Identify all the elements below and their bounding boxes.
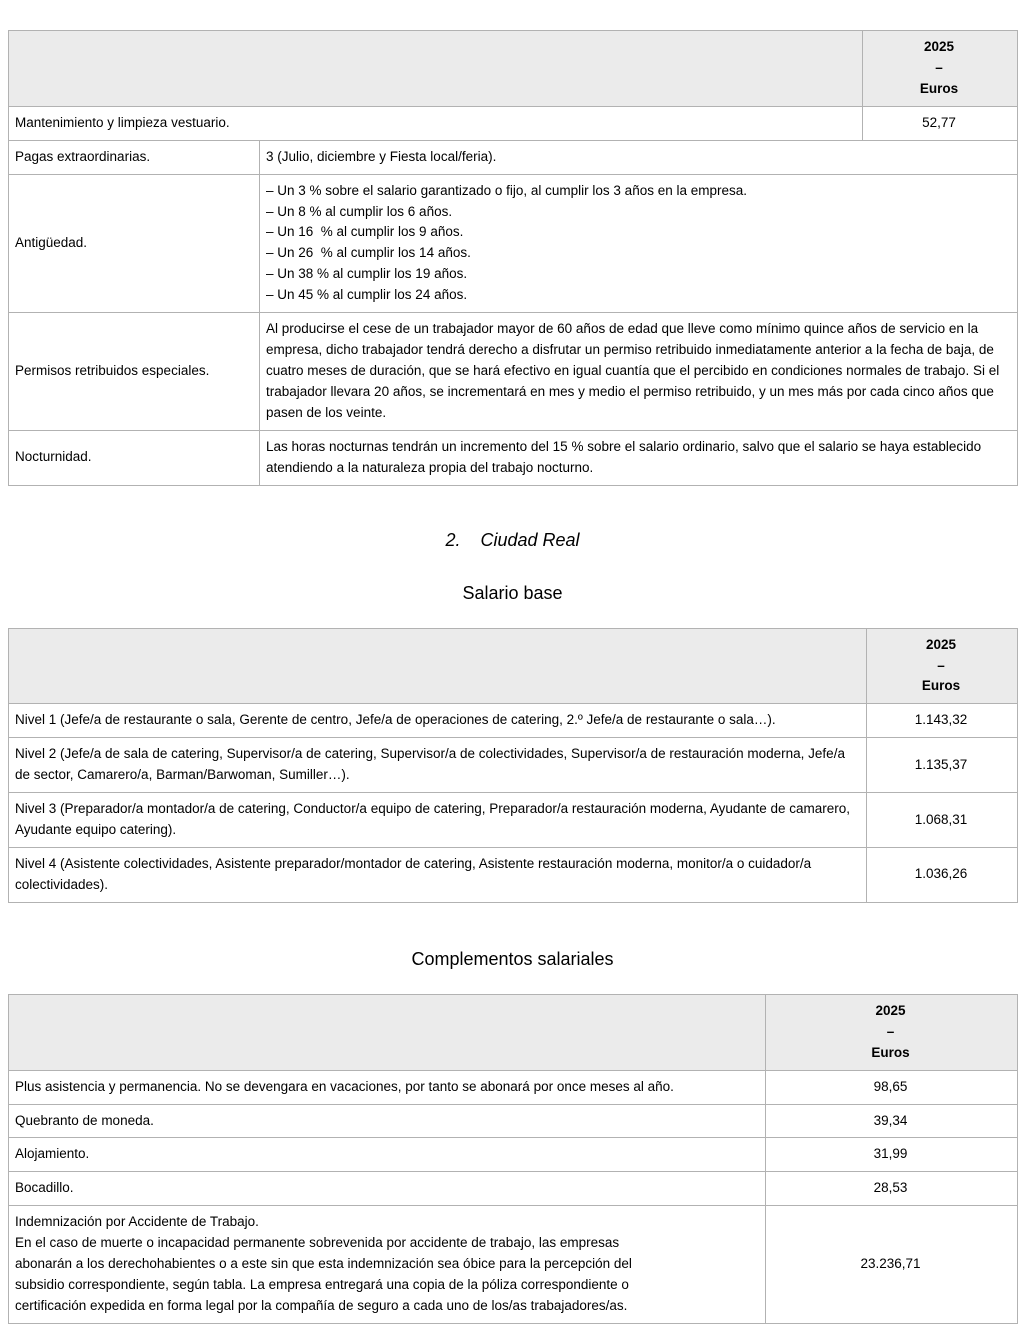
table-header-row — [9, 628, 1018, 704]
table-row — [9, 704, 1018, 738]
table-row — [9, 1172, 1018, 1206]
section-heading — [8, 530, 1017, 551]
antiguedad-item: – Un 8 % al cumplir los 6 años. — [266, 203, 453, 219]
row-value-cell: 52,77 — [863, 106, 1018, 140]
table-row — [9, 793, 1018, 848]
table-row — [9, 1104, 1018, 1138]
row-text-cell: Al producirse el cese de un trabajador mayor de 60 años de edad que lleve como mínimo quince años de servicio en la empresa, dicho trabajador tendrá derecho a disfrutar un permiso retribuido inmediatamente anterior a la fecha de baja, de cuatro meses de duración, que se hará efectivo en igual cuantía que el percibido en condiciones normales de trabajo. Si el trabajador llevara 20 años, se incrementará en mes y medio el permiso retribuido, y un mes más por cada cinco años que pasen de los veinte. — [260, 313, 1018, 431]
complementos-salariales-table — [8, 994, 1018, 1324]
header-empty-cell — [9, 994, 766, 1070]
row-text-cell — [260, 174, 1018, 313]
row-label-cell: Alojamiento. — [9, 1138, 766, 1172]
row-label-cell: Nivel 3 (Preparador/a montador/a de catering, Conductor/a equipo de catering, Preparador/a restauración moderna, Ayudante de camarero, Ayudante equipo catering). — [9, 793, 867, 848]
header-unit: Euros — [919, 80, 959, 96]
row-value-cell: 98,65 — [766, 1070, 1018, 1104]
table-row — [9, 313, 1018, 431]
row-label-cell: Quebranto de moneda. — [9, 1104, 766, 1138]
year-euros-header — [766, 994, 1018, 1070]
row-label-cell: Plus asistencia y permanencia. No se devengara en vacaciones, por tanto se abonará por once meses al año. — [9, 1070, 766, 1104]
indemnizacion-line: subsidio correspondiente, según tabla. La empresa entregará una copia de la póliza correspondiente o — [15, 1277, 629, 1293]
header-unit: Euros — [871, 1044, 910, 1060]
table-header-row — [9, 31, 1018, 107]
table-row — [9, 738, 1018, 793]
row-value-cell: 39,34 — [766, 1104, 1018, 1138]
header-year: 2025 — [925, 636, 957, 652]
row-value-cell: 1.068,31 — [867, 793, 1018, 848]
row-value-cell: 1.143,32 — [867, 704, 1018, 738]
table-row — [9, 1138, 1018, 1172]
table-row — [9, 140, 1018, 174]
row-label-cell: Pagas extraordinarias. — [9, 140, 260, 174]
row-label-cell: Mantenimiento y limpieza vestuario. — [9, 106, 863, 140]
complementos-previos-table — [8, 30, 1018, 486]
row-label-cell: Antigüedad. — [9, 174, 260, 313]
table-row — [9, 106, 1018, 140]
year-euros-header — [863, 31, 1018, 107]
antiguedad-item: – Un 26 % al cumplir los 14 años. — [266, 245, 471, 261]
row-label-cell: Bocadillo. — [9, 1172, 766, 1206]
antiguedad-item: – Un 45 % al cumplir los 24 años. — [266, 287, 468, 303]
row-value-cell: 31,99 — [766, 1138, 1018, 1172]
row-label-cell: Nivel 2 (Jefe/a de sala de catering, Supervisor/a de catering, Supervisor/a de colectividades, Supervisor/a de restauración moderna, Jefe/a de sector, Camarero/a, Barman/Barwoman, Sumiller…). — [9, 738, 867, 793]
row-value-cell: 23.236,71 — [766, 1206, 1018, 1324]
row-label-cell: Nocturnidad. — [9, 430, 260, 485]
row-label-cell: Nivel 1 (Jefe/a de restaurante o sala, Gerente de centro, Jefe/a de operaciones de catering, 2.º Jefe/a de restaurante o sala…). — [9, 704, 867, 738]
header-dash: – — [886, 1023, 895, 1039]
row-text-cell: Las horas nocturnas tendrán un incremento del 15 % sobre el salario ordinario, salvo que el salario se haya establecido atendiendo a la naturaleza propia del trabajo nocturno. — [260, 430, 1018, 485]
header-year: 2025 — [923, 39, 955, 54]
header-unit: Euros — [921, 678, 961, 694]
row-text-cell: 3 (Julio, diciembre y Fiesta local/feria). — [260, 140, 1018, 174]
row-label-cell: Nivel 4 (Asistente colectividades, Asistente preparador/montador de catering, Asistente restauración moderna, monitor/a o cuidador/a colectividades). — [9, 847, 867, 902]
table-row — [9, 847, 1018, 902]
row-value-cell: 1.036,26 — [867, 847, 1018, 902]
indemnizacion-line: abonarán a los derechohabientes o a este sin que esta indemnización sea óbice para la percepción del — [15, 1256, 632, 1272]
table-header-row — [9, 994, 1018, 1070]
table-row — [9, 174, 1018, 313]
indemnizacion-title: Indemnización por Accidente de Trabajo. — [15, 1214, 259, 1230]
row-label-cell: Permisos retribuidos especiales. — [9, 313, 260, 431]
complementos-salariales-heading: Complementos salariales — [411, 948, 614, 969]
indemnizacion-line: En el caso de muerte o incapacidad permanente sobrevenida por accidente de trabajo, las empresas — [15, 1235, 620, 1251]
header-dash: – — [935, 59, 943, 75]
header-empty-cell — [9, 31, 863, 107]
salario-base-heading: Salario base — [462, 582, 563, 603]
section-number: 2. — [445, 529, 461, 550]
year-euros-header — [867, 628, 1018, 704]
antiguedad-item: – Un 3 % sobre el salario garantizado o fijo, al cumplir los 3 años en la empresa. — [266, 182, 748, 198]
header-empty-cell — [9, 628, 867, 704]
section-title: Ciudad Real — [480, 529, 580, 550]
table-row — [9, 1070, 1018, 1104]
row-value-cell: 1.135,37 — [867, 738, 1018, 793]
salario-base-table — [8, 628, 1018, 903]
antiguedad-item: – Un 38 % al cumplir los 19 años. — [266, 266, 468, 282]
header-dash: – — [937, 657, 945, 673]
row-value-cell: 28,53 — [766, 1172, 1018, 1206]
header-year: 2025 — [875, 1002, 906, 1018]
antiguedad-item: – Un 16 % al cumplir los 9 años. — [266, 224, 464, 240]
table-row — [9, 430, 1018, 485]
indemnizacion-line: certificación expedida en forma legal por la compañía de seguro a cada uno de los/as trabajadores/as. — [15, 1297, 628, 1313]
